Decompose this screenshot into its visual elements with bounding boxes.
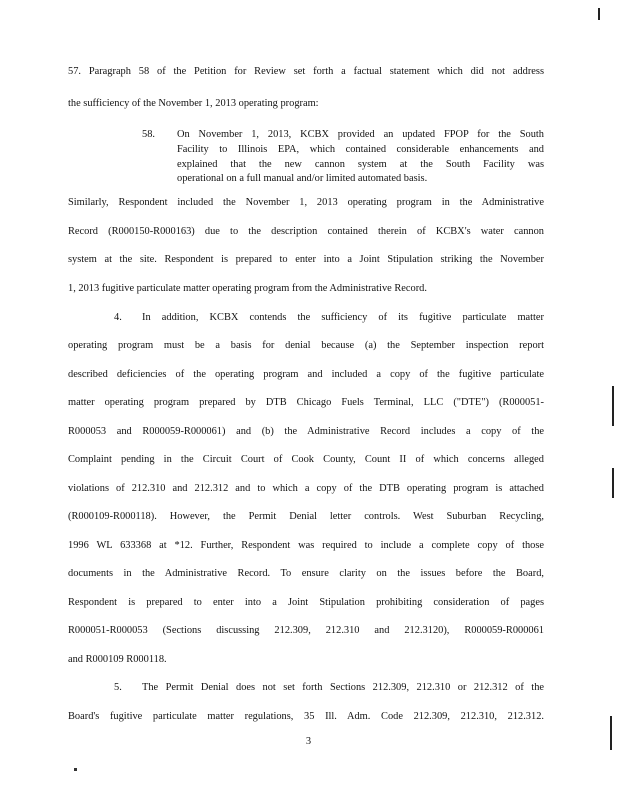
para-line: The Permit Denial does not set forth Sections 212.309, 212.310 or 212.312 of the: [142, 682, 544, 693]
para-line: Board's fugitive particulate matter regulations, 35 Ill. Adm. Code 212.309, 212.310, 212.312.: [68, 711, 544, 722]
paragraph-number: 5.: [114, 682, 122, 693]
para-line: documents in the Administrative Record. To ensure clarity on the issues before the Board,: [68, 568, 544, 579]
para-line: Respondent is prepared to enter into a Joint Stipulation prohibiting consideration of pages: [68, 597, 544, 608]
para-line: described deficiencies of the operating program and included a copy of the fugitive particulate: [68, 369, 544, 380]
scan-speck: [74, 768, 77, 771]
para-line: Similarly, Respondent included the November 1, 2013 operating program in the Administrative: [68, 197, 544, 208]
paragraph-number: 4.: [114, 312, 122, 323]
quote-number: 58.: [142, 129, 155, 140]
para-line: R000051-R000053 (Sections discussing 212.309, 212.310 and 212.3120), R000059-R000061: [68, 625, 544, 636]
para-line: violations of 212.310 and 212.312 and to which a copy of the DTB operating program is attached: [68, 483, 544, 494]
para-line: Complaint pending in the Circuit Court of Cook County, Count II of which concerns alleged: [68, 454, 544, 465]
scan-mark: [610, 716, 612, 750]
scan-mark: [612, 386, 614, 426]
para-line: system at the site. Respondent is prepared to enter into a Joint Stipulation striking the November: [68, 254, 544, 265]
para-line: In addition, KCBX contends the sufficiency of its fugitive particulate matter: [142, 312, 544, 323]
intro-line-1: 57. Paragraph 58 of the Petition for Review set forth a factual statement which did not address: [68, 66, 544, 77]
para-line: operating program must be a basis for denial because (a) the September inspection report: [68, 340, 544, 351]
quote-line: operational on a full manual and/or limited automated basis.: [177, 173, 428, 184]
para-line: matter operating program prepared by DTB Chicago Fuels Terminal, LLC ("DTE") (R000051-: [68, 397, 544, 408]
para-line: R000053 and R000059-R000061) and (b) the Administrative Record includes a copy of the: [68, 426, 544, 437]
para-line: (R000109-R000118). However, the Permit Denial letter controls. West Suburban Recycling,: [68, 511, 544, 522]
intro-line-2: the sufficiency of the November 1, 2013 operating program:: [68, 98, 319, 109]
para-line: and R000109 R000118.: [68, 654, 167, 665]
para-line: 1, 2013 fugitive particulate matter operating program from the Administrative Record.: [68, 283, 427, 294]
scan-mark: [598, 8, 600, 20]
quote-line: On November 1, 2013, KCBX provided an updated FPOP for the South: [177, 129, 544, 140]
quote-line: explained that the new cannon system at the South Facility was: [177, 159, 544, 170]
para-line: 1996 WL 633368 at *12. Further, Respondent was required to include a complete copy of those: [68, 540, 544, 551]
para-line: Record (R000150-R000163) due to the description contained therein of KCBX's water cannon: [68, 226, 544, 237]
scan-mark: [612, 468, 614, 498]
quote-line: Facility to Illinois EPA, which contained considerable enhancements and: [177, 144, 544, 155]
page-number: 3: [305, 736, 312, 747]
